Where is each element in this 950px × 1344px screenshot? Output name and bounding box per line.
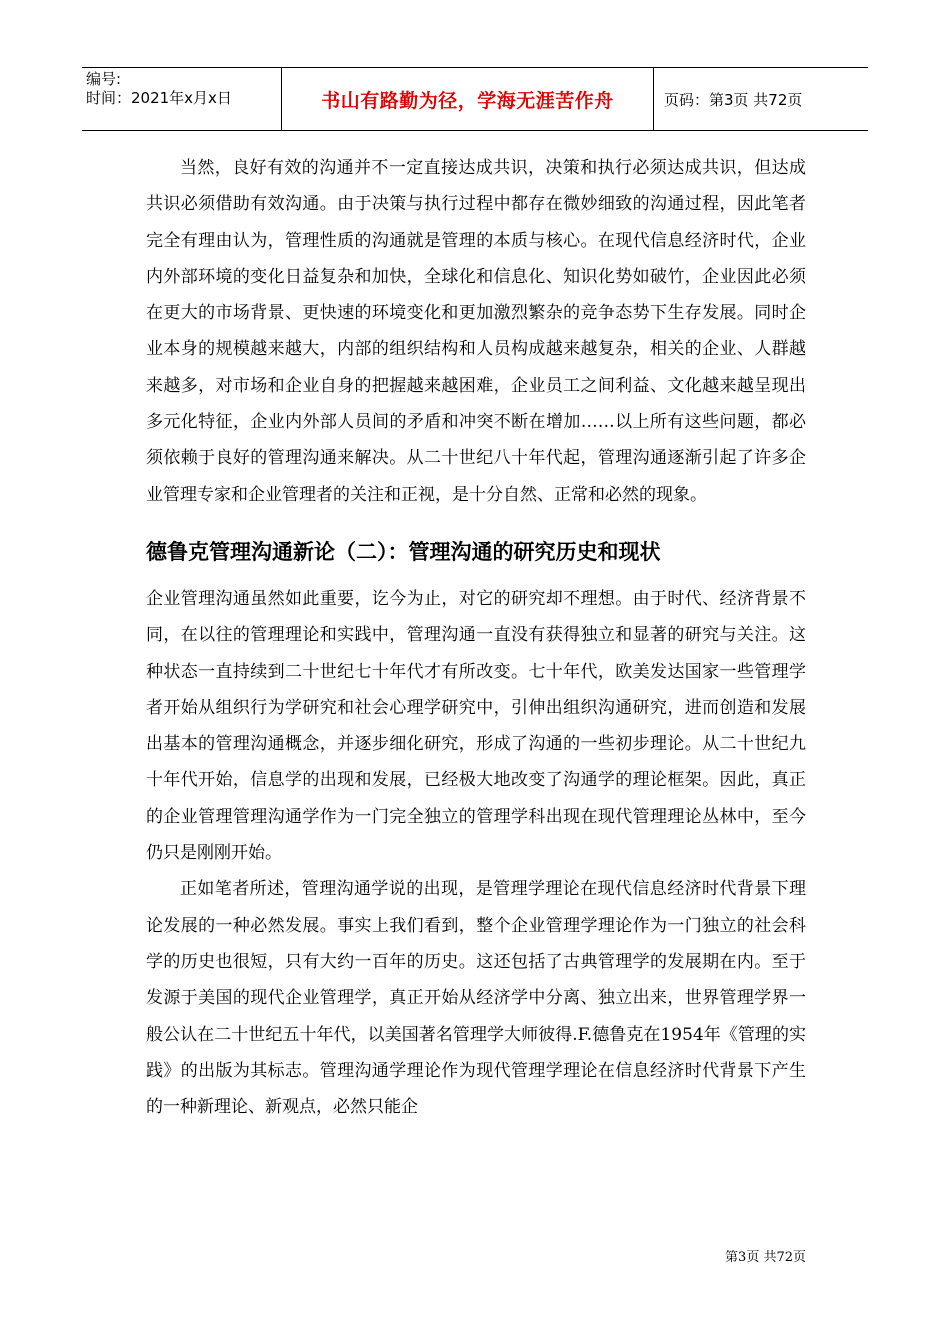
document-time-label: 时间：2021年x月x日 xyxy=(86,89,232,107)
header-motto: 书山有路勤为径，学海无涯苦作舟 xyxy=(282,68,654,130)
section-title: 德鲁克管理沟通新论（二）：管理沟通的研究历史和现状 xyxy=(146,539,661,564)
page-header xyxy=(82,67,868,131)
body-paragraph-2: 企业管理沟通虽然如此重要，讫今为止，对它的研究却不理想。由于时代、经济背景不同，在以往的管理理论和实践中，管理沟通一直没有获得独立和显著的研究与关注。这种状态一直持续到二十世纪七十年代才有所改变。七十年代，欧美发达国家一些管理学者开始从组织行为学研究和社会心理学研究中，引伸出组织沟通研究，进而创造和发展出基本的管理沟通概念，并逐步细化研究，形成了沟通的一些初步理论。从二十世纪九十年代开始，信息学的出现和发展，已经极大地改变了沟通学的理论框架。因此，真正的企业管理管理沟通学作为一门完全独立的管理学科出现在现代管理理论丛林中，至今仍只是刚刚开始。 xyxy=(146,588,806,864)
header-page-info: 页码：第3页 共72页 xyxy=(664,90,803,109)
header-meta xyxy=(82,68,282,130)
body-paragraph-3: 正如笔者所述，管理沟通学说的出现，是管理学理论在现代信息经济时代背景下理论发展的一种必然发展。事实上我们看到，整个企业管理学理论作为一门独立的社会科学的历史也很短，只有大约一百年的历史。这还包括了古典管理学的发展期在内。至于发源于美国的现代企业管理学，真正开始从经济学中分离、独立出来，世界管理学界一般公认在二十世纪五十年代，以美国著名管理学大师彼得.F.德鲁克在1954年《管理的实践》的出版为其标志。管理沟通学理论作为现代管理学理论在信息经济时代背景下产生的一种新理论、新观点，必然只能企 xyxy=(146,879,806,1118)
page-footer: 第3页 共72页 xyxy=(725,1250,806,1265)
document-number-label: 编号: xyxy=(86,70,122,88)
document-body xyxy=(146,150,806,1125)
body-paragraph-1: 当然，良好有效的沟通并不一定直接达成共识，决策和执行必须达成共识，但达成共识必须借助有效沟通。由于决策与执行过程中都存在微妙细致的沟通过程，因此笔者完全有理由认为，管理性质的沟通就是管理的本质与核心。在现代信息经济时代，企业内外部环境的变化日益复杂和加快，全球化和信息化、知识化势如破竹，企业因此必须在更大的市场背景、更快速的环境变化和更加激烈繁杂的竞争态势下生存发展。同时企业本身的规模越来越大，内部的组织结构和人员构成越来越复杂，相关的企业、人群越来越多，对市场和企业自身的把握越来越困难，企业员工之间利益、文化越来越呈现出多元化特征，企业内外部人员间的矛盾和冲突不断在增加……以上所有这些问题，都必须依赖于良好的管理沟通来解决。从二十世纪八十年代起，管理沟通逐渐引起了许多企业管理专家和企业管理者的关注和正视，是十分自然、正常和必然的现象。 xyxy=(146,158,806,505)
